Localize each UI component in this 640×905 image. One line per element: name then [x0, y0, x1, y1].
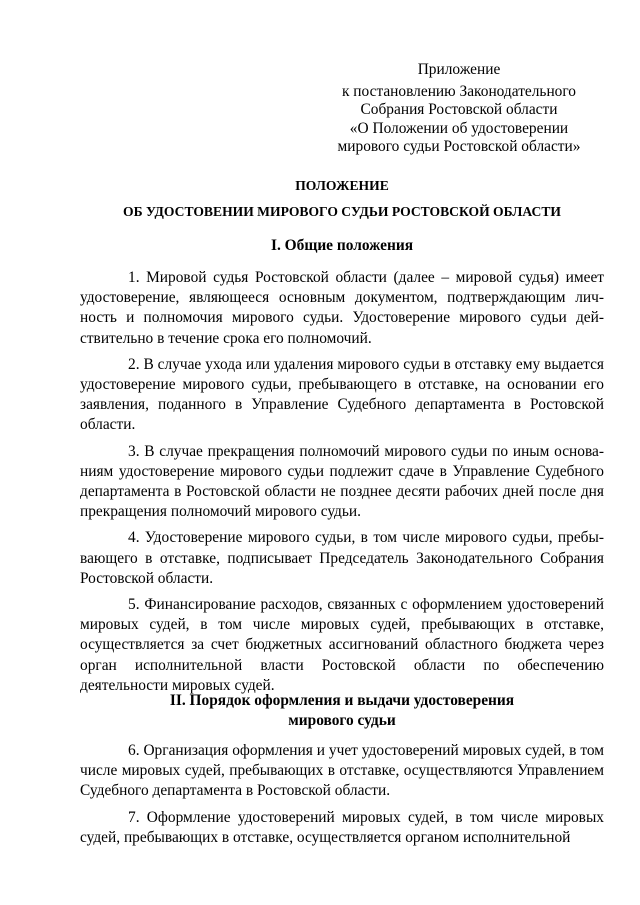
appendix-line: Собрания Ростовской области — [360, 101, 558, 119]
section-2-heading-line: II. Порядок оформления и выдачи удостоверения — [169, 692, 515, 709]
section-2-heading-line: мирового судьи — [288, 712, 396, 729]
section-1-heading: I. Общие положения — [270, 237, 414, 254]
paragraph: 5. Финансирование расходов, связанных с оформлением удостоверений мировых судей, в том числе мировых судей, пребывающих в отставке, осуществляется за счет бюджетных ассигнований областного бюджета через орган исполнительной власти Ростовской области по обеспечению деятельности мировых судей. — [80, 596, 604, 694]
section-2-heading — [80, 691, 604, 731]
paragraph: 3. В случае прекращения полномочий мирового судьи по иным основаниям удостоверение мирового судьи подлежит сдаче в Управление Судебного департамента в Ростовской области не позднее десяти рабочих дней после дня прекращения полномочий мирового судьи. — [80, 442, 604, 521]
section-2-body — [80, 741, 604, 854]
document-title — [80, 177, 604, 221]
paragraph: 7. Оформление удостоверений мировых судей, в том числе мировых судей, пребывающих в отставке, осуществляется органом исполнительной — [80, 808, 604, 846]
document-title-line: ОБ УДОСТОВЕНИИ МИРОВОГО СУДЬИ РОСТОВСКОЙ ОБЛАСТИ — [123, 204, 561, 219]
section-1-body — [80, 268, 604, 702]
appendix-line: к постановлению Законодательного — [341, 82, 577, 100]
paragraph: 4. Удостоверение мирового судьи, в том числе мирового судьи, пребывающего в отставке, подписывает Председатель Законодательного Собрания Ростовской области. — [80, 529, 604, 587]
appendix-line: «О Положении об удостоверении — [349, 119, 569, 137]
document-title-line: ПОЛОЖЕНИЕ — [295, 178, 389, 193]
appendix-label: Приложение — [417, 61, 501, 78]
appendix-header — [318, 61, 600, 157]
paragraph: 6. Организация оформления и учет удостоверений мировых судей, в том числе мировых судей, пребывающих в отставке, осуществляются Управлением Судебного департамента в Ростовской области. — [80, 742, 604, 800]
appendix-line: мирового судьи Ростовской области» — [337, 138, 581, 156]
paragraph: 2. В случае ухода или удаления мирового судьи в отставку ему выдается удостоверение мирового судьи, пребывающего в отставке, на основании его заявления, поданного в Управление Судебного департамента в Ростовской области. — [80, 355, 604, 434]
paragraph: 1. Мировой судья Ростовской области (далее – мировой судья) имеет удостоверение, являющееся основным документом, подтверждающим личность и полномочия мирового судьи. Удостоверение мирового судьи действительно в течение срока его полномочий. — [80, 269, 604, 347]
